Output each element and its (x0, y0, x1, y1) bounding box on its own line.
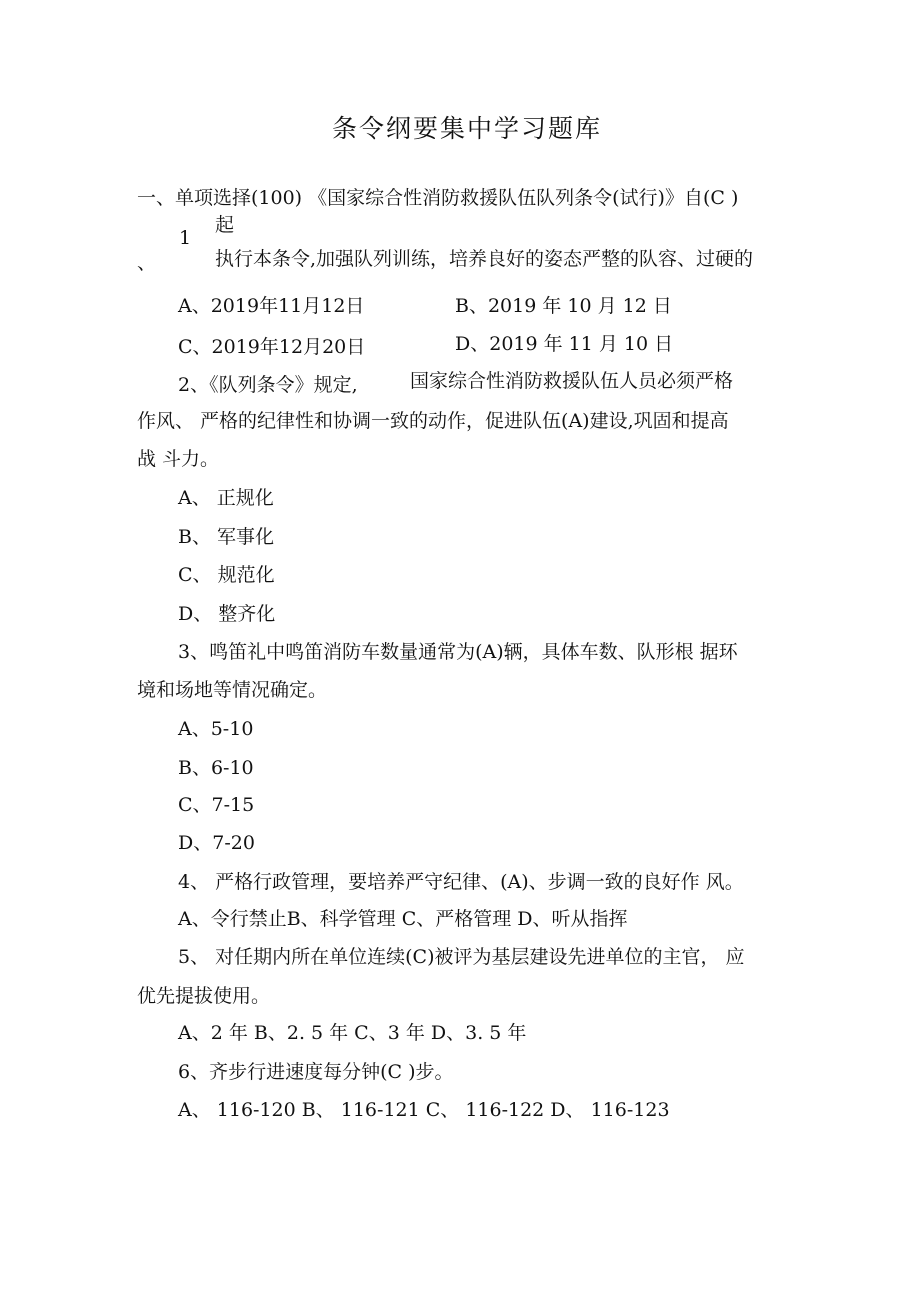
q2-option-b: B、 军事化 (178, 526, 275, 548)
q3-option-c: C、7-15 (178, 794, 255, 816)
q6-line1: 6、齐步行进速度每分钟(C )步。 (178, 1061, 454, 1083)
q1-option-d: D、2019 年 11 月 10 日 (455, 333, 674, 355)
q2-option-d: D、 整齐化 (178, 603, 276, 625)
q2-line2: 作风、 严格的纪律性和协调一致的动作，促进队伍(A)建设,巩固和提高 (137, 410, 729, 432)
page-title: 条令纲要集中学习题库 (332, 114, 603, 143)
q1-number: 1 (179, 227, 192, 249)
q3-line1: 3、鸣笛礼中鸣笛消防车数量通常为(A)辆，具体车数、队形根 据环 (178, 641, 738, 663)
q3-line2: 境和场地等情况确定。 (137, 679, 328, 701)
q1-mark: 、 (137, 252, 157, 274)
q3-option-b: B、6-10 (178, 757, 254, 779)
q3-option-d: D、7-20 (178, 832, 255, 854)
q1-option-a: A、2019年11月12日 (178, 295, 365, 317)
q1-option-b: B、2019 年 10 月 12 日 (455, 295, 672, 317)
section-heading-cont: 起 (215, 214, 235, 236)
q4-options: A、令行禁止B、科学管理 C、严格管理 D、听从指挥 (178, 908, 628, 930)
q5-options: A、2 年 B、2. 5 年 C、3 年 D、3. 5 年 (178, 1022, 527, 1044)
q2-option-a: A、 正规化 (178, 487, 274, 509)
q3-option-a: A、5-10 (178, 718, 254, 740)
section-heading: 一、单项选择(100) 《国家综合性消防救援队伍队列条令(试行)》自(C ) (137, 187, 739, 209)
q4-line1: 4、 严格行政管理，要培养严守纪律、(A)、步调一致的良好作 风。 (178, 871, 744, 893)
q6-options: A、 116-120 B、 116-121 C、 116-122 D、 116-123 (178, 1099, 670, 1121)
q2-right: 国家综合性消防救援队伍人员必须严格 (410, 370, 734, 392)
q2-left: 2、《队列条令》规定, (178, 374, 358, 396)
q5-line2: 优先提拔使用。 (137, 985, 271, 1007)
q2-line3: 战 斗力。 (137, 448, 220, 470)
q1-text: 执行本条令,加强队列训练，培养良好的姿态严整的队容、过硬的 (215, 248, 754, 270)
q1-option-c: C、2019年12月20日 (178, 336, 366, 358)
q5-line1: 5、 对任期内所在单位连续(C)被评为基层建设先进单位的主官， 应 (178, 946, 745, 968)
q2-option-c: C、 规范化 (178, 564, 275, 586)
